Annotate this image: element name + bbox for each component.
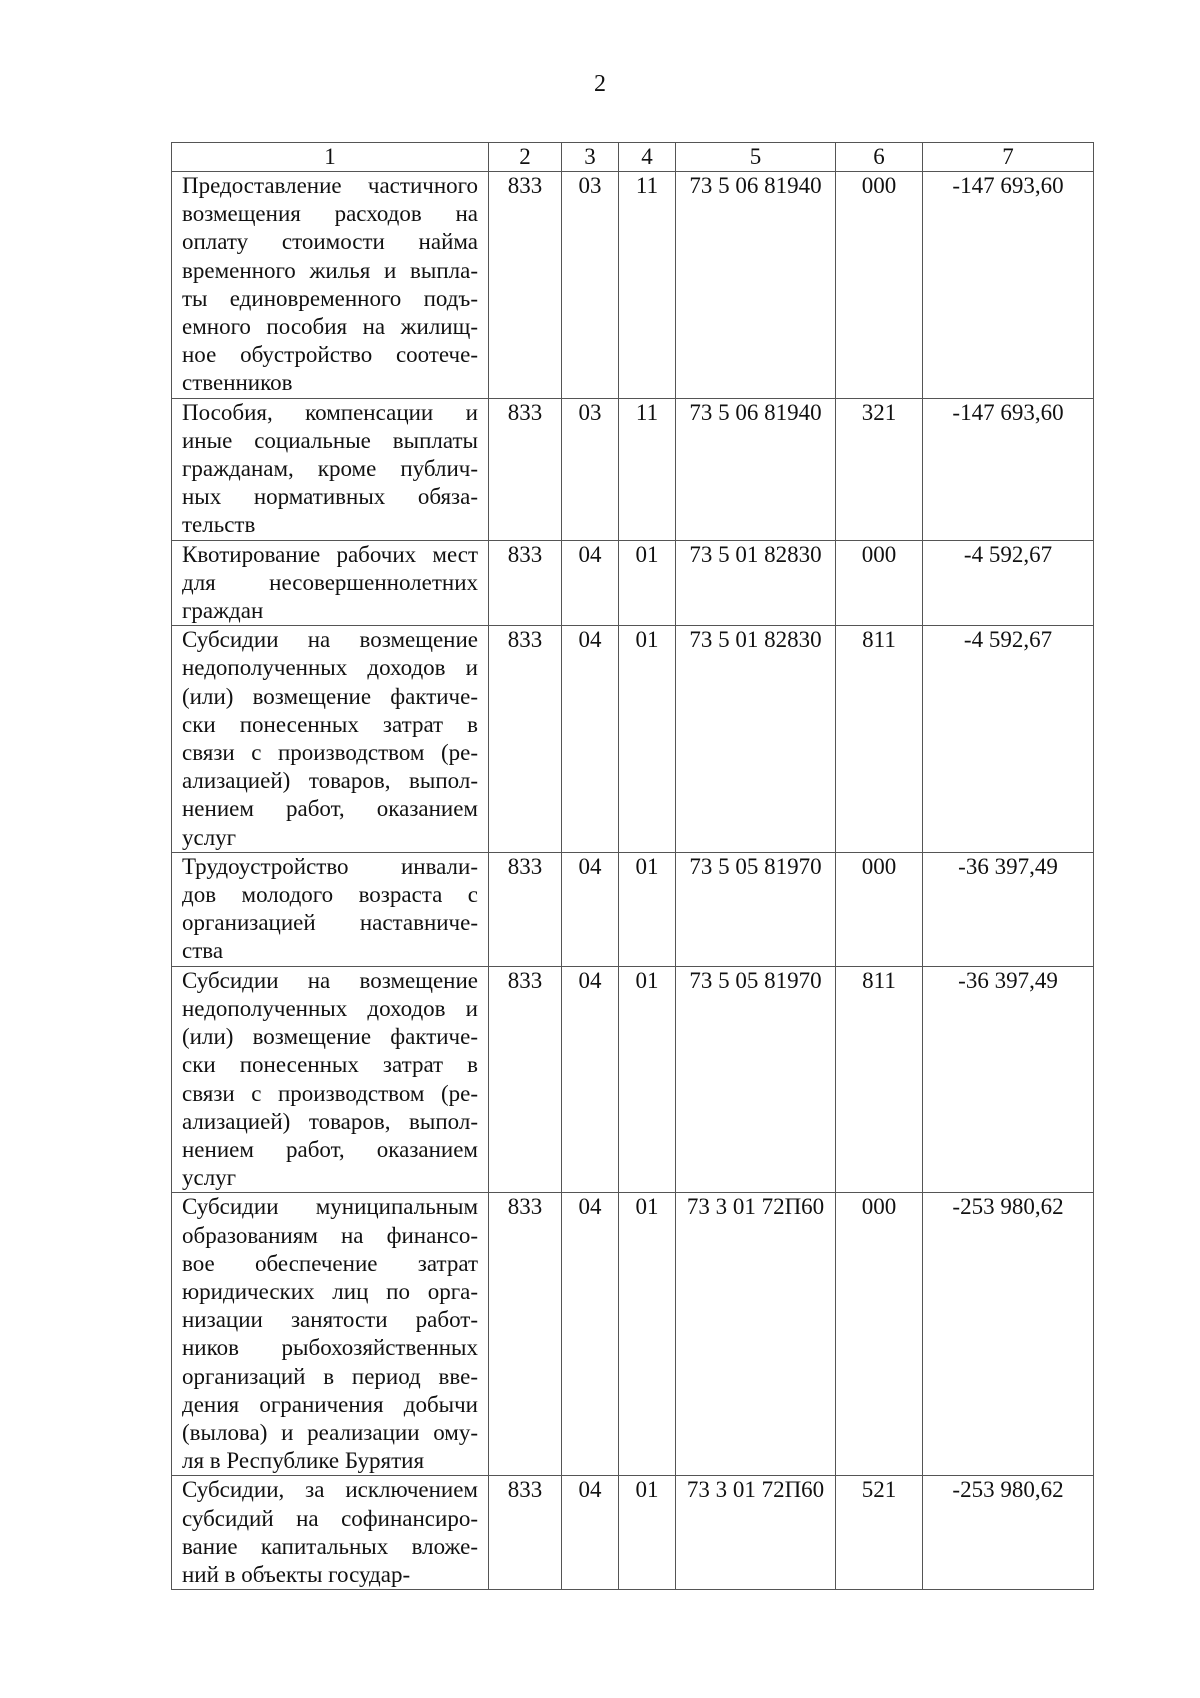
row-amount-cell: -4 592,67 bbox=[923, 540, 1094, 626]
row-subsection-cell: 01 bbox=[619, 626, 676, 853]
header-cell-7: 7 bbox=[923, 143, 1094, 172]
row-name-line: недополученных доходов и bbox=[182, 655, 478, 681]
row-amount-cell: -253 980,62 bbox=[923, 1476, 1094, 1590]
row-target-article-cell: 73 5 06 81940 bbox=[676, 398, 836, 540]
row-amount-cell: -147 693,60 bbox=[923, 398, 1094, 540]
row-name-line: организаций в период вве- bbox=[182, 1363, 478, 1389]
table-row bbox=[172, 540, 1094, 626]
row-name-line: услуг bbox=[182, 1165, 237, 1191]
header-cell-4: 4 bbox=[619, 143, 676, 172]
row-name-line: дов молодого возраста с bbox=[182, 882, 478, 908]
row-name-line: ты единовременного подъ- bbox=[182, 285, 478, 311]
row-name-line: ников рыбохозяйственных bbox=[182, 1335, 478, 1361]
row-name-line: Субсидии, за исключением bbox=[182, 1477, 478, 1503]
row-name-line: тельств bbox=[182, 512, 256, 538]
row-subsection-cell: 11 bbox=[619, 398, 676, 540]
row-name-line: образованиям на финансо- bbox=[182, 1222, 478, 1248]
row-name-line: связи с производством (ре- bbox=[182, 740, 478, 766]
row-section-cell: 04 bbox=[562, 852, 619, 966]
row-name-line: возмещения расходов на bbox=[182, 201, 478, 227]
row-target-article-cell: 73 5 05 81970 bbox=[676, 852, 836, 966]
row-gr-code-cell: 833 bbox=[489, 540, 562, 626]
row-expense-type-cell: 000 bbox=[836, 172, 923, 399]
row-name-line: низации занятости работ- bbox=[182, 1307, 478, 1333]
row-expense-type-cell: 321 bbox=[836, 398, 923, 540]
row-subsection-cell: 01 bbox=[619, 1193, 676, 1476]
row-expense-type-cell: 811 bbox=[836, 626, 923, 853]
row-name-line: организацией наставниче- bbox=[182, 910, 478, 936]
row-name-cell bbox=[172, 540, 489, 626]
row-gr-code-cell: 833 bbox=[489, 1476, 562, 1590]
row-subsection-cell: 11 bbox=[619, 172, 676, 399]
row-name-line: ства bbox=[182, 938, 224, 964]
row-section-cell: 04 bbox=[562, 626, 619, 853]
table-row bbox=[172, 626, 1094, 853]
row-expense-type-cell: 811 bbox=[836, 966, 923, 1193]
row-name-line: нением работ, оказанием bbox=[182, 1136, 478, 1162]
row-name-line: ственников bbox=[182, 370, 293, 396]
page-number: 2 bbox=[594, 71, 606, 97]
table-row bbox=[172, 398, 1094, 540]
row-name-line: Субсидии на возмещение bbox=[182, 627, 478, 653]
row-name-cell bbox=[172, 626, 489, 853]
row-name-line: нением работ, оказанием bbox=[182, 796, 478, 822]
row-amount-cell: -147 693,60 bbox=[923, 172, 1094, 399]
row-name-cell bbox=[172, 1193, 489, 1476]
row-name-line: Квотирование рабочих мест bbox=[182, 541, 478, 567]
table-header-row bbox=[172, 143, 1094, 172]
row-target-article-cell: 73 5 01 82830 bbox=[676, 540, 836, 626]
row-name-line: ски понесенных затрат в bbox=[182, 1052, 478, 1078]
row-name-line: юридических лиц по орга- bbox=[182, 1278, 478, 1304]
row-expense-type-cell: 000 bbox=[836, 540, 923, 626]
row-name-line: (или) возмещение фактиче- bbox=[182, 683, 478, 709]
row-name-line: (или) возмещение фактиче- bbox=[182, 1024, 478, 1050]
row-name-line: Пособия, компенсации и bbox=[182, 399, 478, 425]
row-gr-code-cell: 833 bbox=[489, 1193, 562, 1476]
row-gr-code-cell: 833 bbox=[489, 852, 562, 966]
header-cell-3: 3 bbox=[562, 143, 619, 172]
row-name-line: Предоставление частичного bbox=[182, 173, 478, 198]
row-amount-cell: -36 397,49 bbox=[923, 852, 1094, 966]
row-gr-code-cell: 833 bbox=[489, 966, 562, 1193]
row-name-cell bbox=[172, 398, 489, 540]
row-name-line: временного жилья и выпла- bbox=[182, 257, 478, 283]
row-name-line: Субсидии на возмещение bbox=[182, 967, 478, 993]
row-subsection-cell: 01 bbox=[619, 966, 676, 1193]
table-row bbox=[172, 1193, 1094, 1476]
row-subsection-cell: 01 bbox=[619, 540, 676, 626]
row-gr-code-cell: 833 bbox=[489, 172, 562, 399]
row-gr-code-cell: 833 bbox=[489, 626, 562, 853]
row-name-line: гражданам, кроме публич- bbox=[182, 456, 478, 482]
row-name-line: ализацией) товаров, выпол- bbox=[182, 1108, 478, 1134]
row-name-cell bbox=[172, 172, 489, 399]
row-amount-cell: -253 980,62 bbox=[923, 1193, 1094, 1476]
row-section-cell: 04 bbox=[562, 1476, 619, 1590]
row-subsection-cell: 01 bbox=[619, 852, 676, 966]
row-name-line: (вылова) и реализации ому- bbox=[182, 1419, 478, 1445]
header-cell-1: 1 bbox=[172, 143, 489, 172]
row-section-cell: 03 bbox=[562, 398, 619, 540]
row-section-cell: 03 bbox=[562, 172, 619, 399]
row-name-cell bbox=[172, 966, 489, 1193]
row-name-line: Трудоустройство инвали- bbox=[182, 853, 478, 879]
row-name-cell bbox=[172, 1476, 489, 1590]
row-name-line: услуг bbox=[182, 824, 237, 850]
table-body bbox=[172, 143, 1094, 1590]
row-name-line: ное обустройство соотече- bbox=[182, 342, 478, 368]
row-section-cell: 04 bbox=[562, 1193, 619, 1476]
row-name-line: связи с производством (ре- bbox=[182, 1080, 478, 1106]
row-name-line: емного пособия на жилищ- bbox=[182, 314, 478, 340]
row-target-article-cell: 73 5 06 81940 bbox=[676, 172, 836, 399]
row-target-article-cell: 73 3 01 72П60 bbox=[676, 1193, 836, 1476]
row-name-line: ля в Республике Бурятия bbox=[182, 1448, 425, 1474]
row-section-cell: 04 bbox=[562, 540, 619, 626]
row-name-line: иные социальные выплаты bbox=[182, 427, 478, 453]
row-name-line: дения ограничения добычи bbox=[182, 1391, 478, 1417]
row-expense-type-cell: 000 bbox=[836, 1193, 923, 1476]
row-name-line: оплату стоимости найма bbox=[182, 229, 478, 255]
row-name-line: вание капитальных вложе- bbox=[182, 1533, 478, 1559]
row-target-article-cell: 73 5 01 82830 bbox=[676, 626, 836, 853]
row-name-line: для несовершеннолетних bbox=[182, 569, 478, 595]
row-expense-type-cell: 521 bbox=[836, 1476, 923, 1590]
row-gr-code-cell: 833 bbox=[489, 398, 562, 540]
row-amount-cell: -36 397,49 bbox=[923, 966, 1094, 1193]
row-name-line: недополученных доходов и bbox=[182, 995, 478, 1021]
row-name-line: ных нормативных обяза- bbox=[182, 484, 478, 510]
row-name-line: граждан bbox=[182, 598, 264, 624]
table-row bbox=[172, 172, 1094, 399]
row-name-line: ализацией) товаров, выпол- bbox=[182, 768, 478, 794]
row-name-line: ски понесенных затрат в bbox=[182, 711, 478, 737]
header-cell-6: 6 bbox=[836, 143, 923, 172]
row-name-line: субсидий на софинансиро- bbox=[182, 1505, 478, 1531]
table-row bbox=[172, 1476, 1094, 1590]
row-target-article-cell: 73 5 05 81970 bbox=[676, 966, 836, 1193]
row-name-line: ний в объекты государ- bbox=[182, 1561, 411, 1587]
row-expense-type-cell: 000 bbox=[836, 852, 923, 966]
row-amount-cell: -4 592,67 bbox=[923, 626, 1094, 853]
budget-table bbox=[171, 142, 1094, 1590]
header-cell-5: 5 bbox=[676, 143, 836, 172]
row-name-line: вое обеспечение затрат bbox=[182, 1250, 478, 1276]
header-cell-2: 2 bbox=[489, 143, 562, 172]
row-target-article-cell: 73 3 01 72П60 bbox=[676, 1476, 836, 1590]
row-section-cell: 04 bbox=[562, 966, 619, 1193]
row-name-line: Субсидии муниципальным bbox=[182, 1194, 478, 1220]
table-row bbox=[172, 966, 1094, 1193]
table-row bbox=[172, 852, 1094, 966]
row-name-cell bbox=[172, 852, 489, 966]
row-subsection-cell: 01 bbox=[619, 1476, 676, 1590]
